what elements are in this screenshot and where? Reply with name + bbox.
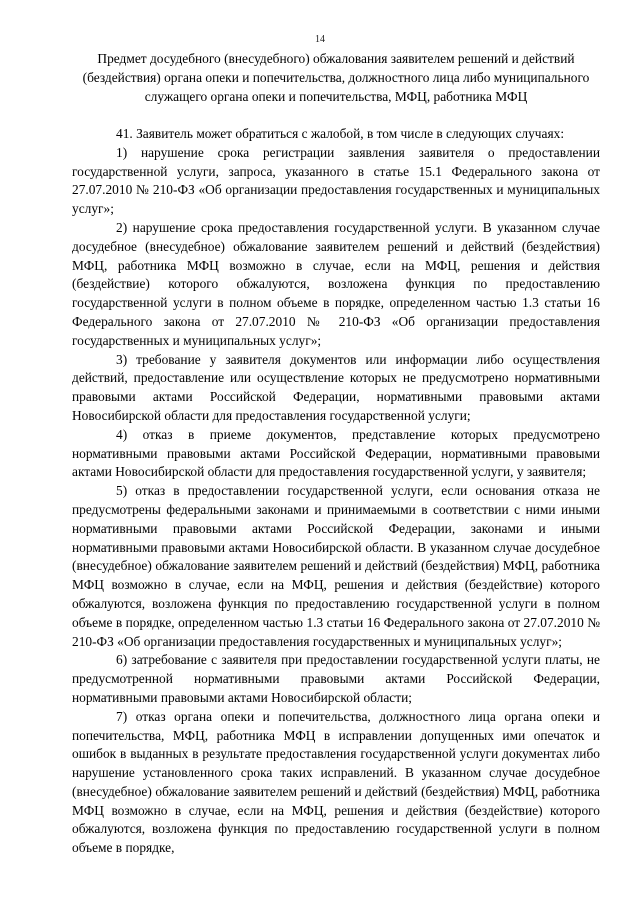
paragraph-item-1: 1) нарушение срока регистрации заявления заявителя о предоставлении государственной услуги, запроса, указанного в статье 15.1 Федерального закона от 27.07.2010 № 210-ФЗ «Об организации предоставления государственных и муниципальных услуг»;	[72, 144, 600, 217]
paragraph-item-6: 6) затребование с заявителя при предоставлении государственной услуги платы, не предусмотренной нормативными правовыми актами Российской Федерации, нормативными правовыми актами Новосибирской области;	[72, 652, 600, 705]
paragraph-41: 41. Заявитель может обратиться с жалобой, в том числе в следующих случаях:	[116, 126, 565, 141]
paragraph-item-5: 5) отказ в предоставлении государственной услуги, если основания отказа не предусмотрены федеральными законами и принимаемыми в соответствии с ними иными нормативными правовыми актами Российской Федерации, законами и иными нормативными правовыми актами Новосибирской области. В указанном случае досудебное (внесудебное) обжалование заявителем решений и действий (бездействия) МФЦ, работника МФЦ возможно в случае, если на МФЦ, решения и действия (бездействие) которого обжалуются, возложена функция по предоставлению государственной услуги в полном объеме в порядке, определенном частью 1.3 статьи 16 Федерального закона от 27.07.2010 № 210-ФЗ «Об организации предоставления государственных и муниципальных услуг»;	[72, 483, 600, 649]
paragraph-item-2: 2) нарушение срока предоставления государственной услуги. В указанном случае досудебное (внесудебное) обжалование заявителем решений и действий (бездействия) МФЦ, работника МФЦ возможно в случае, если на МФЦ, решения и действия (бездействие) которого обжалуются, возложена функция по предоставлению государственной услуги в полном объеме в порядке, определенном частью 1.3 статьи 16 Федерального закона от 27.07.2010 № 210-ФЗ «Об организации предоставления государственных и муниципальных услуг»;	[72, 219, 600, 348]
paragraph-item-7: 7) отказ органа опеки и попечительства, должностного лица органа опеки и попечительства, МФЦ, работника МФЦ в исправлении допущенных ими опечаток и ошибок в выданных в результате предоставления государственной услуги документах либо нарушение установленного срока таких исправлений. В указанном случае досудебное (внесудебное) обжалование заявителем решений и действий (бездействия) МФЦ, работника МФЦ возможно в случае, если на МФЦ, решения и действия (бездействие) которого обжалуются, возложена функция по предоставлению государственной услуги в полном объеме в порядке,	[72, 708, 600, 856]
section-heading: Предмет досудебного (внесудебного) обжалования заявителем решений и действий (бездействия) органа опеки и попечительства, должностного лица либо муниципального служащего органа опеки и попечительства, МФЦ, работника МФЦ	[82, 51, 590, 104]
paragraph-item-4: 4) отказ в приеме документов, представление которых предусмотрено нормативными правовыми актами Российской Федерации, нормативными правовыми актами Новосибирской области для предоставления государственной услуги, у заявителя;	[72, 426, 600, 480]
page-number: 14	[315, 34, 325, 45]
document-body	[72, 125, 600, 858]
paragraph-item-3: 3) требование у заявителя документов или информации либо осуществления действий, предоставление или осуществление которых не предусмотрено нормативными правовыми актами Российской Федерации, нормативными правовыми актами Новосибирской области для предоставления государственной услуги;	[72, 351, 600, 423]
